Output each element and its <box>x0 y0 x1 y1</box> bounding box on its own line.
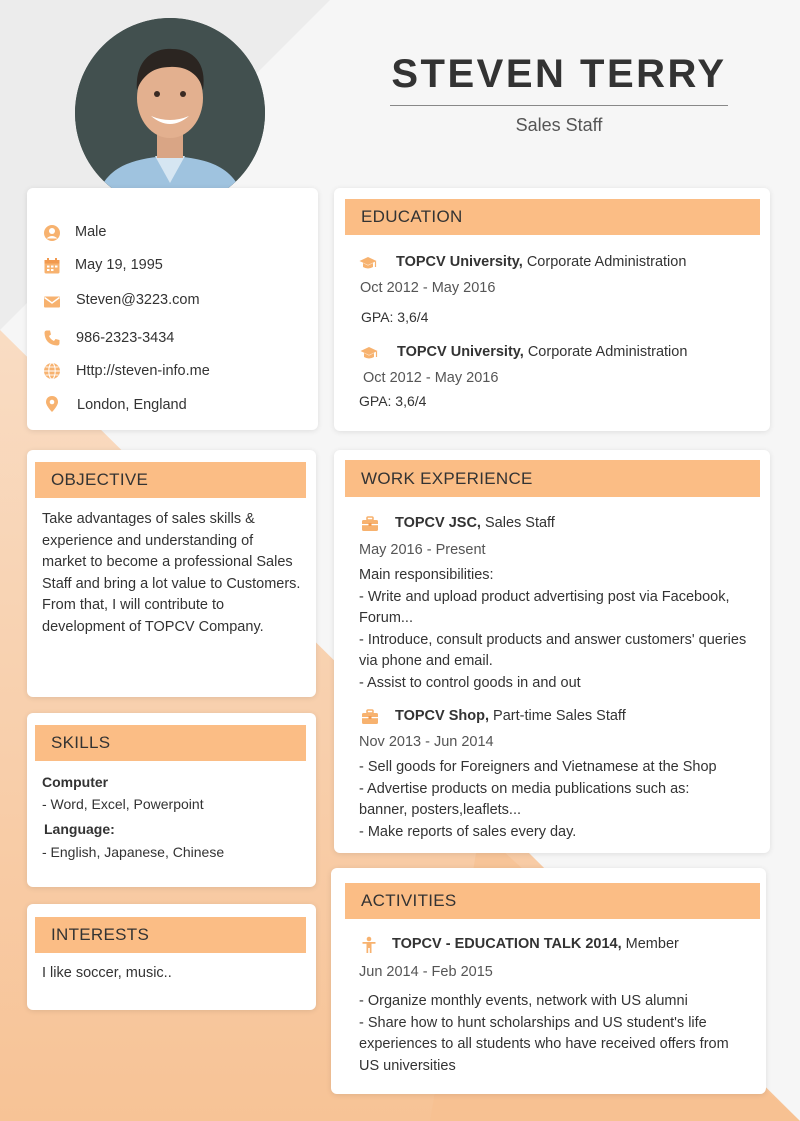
education-gpa: GPA: 3,6/4 <box>361 309 429 325</box>
graduation-cap-icon <box>359 254 377 272</box>
contact-phone[interactable]: 986-2323-3434 <box>76 330 175 346</box>
objective-line: Take advantages of sales skills & <box>42 511 255 527</box>
work-dates: Nov 2013 - Jun 2014 <box>359 734 494 750</box>
skill-value: - Word, Excel, Powerpoint <box>42 796 204 812</box>
work-detail-line: Forum... <box>359 610 413 626</box>
interests-text: I like soccer, music.. <box>42 965 172 981</box>
activity-entry-title <box>392 936 679 952</box>
work-entry-1-title <box>395 515 555 531</box>
activity-detail-line: US universities <box>359 1057 456 1074</box>
work-dates: May 2016 - Present <box>359 542 486 558</box>
activity-detail-line: experiences to all students who have received offers from <box>359 1036 729 1052</box>
education-heading: EDUCATION <box>345 199 760 235</box>
education-entry-1-title <box>396 254 686 270</box>
interests-heading: INTERESTS <box>35 917 306 953</box>
candidate-name: STEVEN TERRY <box>391 52 727 96</box>
objective-line: market to become a professional Sales <box>42 554 293 570</box>
objective-line: experience and understanding of <box>42 532 254 549</box>
education-major: Corporate Administration <box>522 254 687 270</box>
calendar-icon <box>43 257 61 275</box>
skill-label: Computer <box>42 774 109 790</box>
education-major: Corporate Administration <box>523 344 688 360</box>
work-detail-line: via phone and email. <box>359 653 493 669</box>
education-gpa: GPA: 3,6/4 <box>359 393 427 409</box>
education-school: TOPCV University, <box>396 254 523 270</box>
objective-heading: OBJECTIVE <box>35 462 306 498</box>
work-detail-line: - Write and upload product advertising post via Facebook, <box>359 588 730 605</box>
work-experience-heading: WORK EXPERIENCE <box>345 460 760 497</box>
work-detail-line: - Make reports of sales every day. <box>359 823 577 840</box>
candidate-title: Sales Staff <box>515 115 603 135</box>
globe-icon <box>43 362 61 380</box>
activity-event: TOPCV - EDUCATION TALK 2014, <box>392 936 622 952</box>
activity-details <box>359 991 729 1077</box>
contact-website[interactable]: Http://steven-info.me <box>76 363 210 379</box>
work-detail-line: - Assist to control goods in and out <box>359 674 581 691</box>
location-icon <box>43 395 61 413</box>
person-icon <box>360 936 378 954</box>
activity-dates: Jun 2014 - Feb 2015 <box>359 964 493 980</box>
activity-role: Member <box>621 936 679 952</box>
briefcase-icon <box>361 708 379 726</box>
work-detail-line: - Advertise products on media publications such as: <box>359 780 690 797</box>
objective-line: Staff and bring a lot value to Customers. <box>42 575 301 592</box>
work-role: Sales Staff <box>480 515 555 531</box>
skill-label: Language: <box>44 821 115 837</box>
name-divider <box>390 105 728 106</box>
work-company: TOPCV JSC, <box>395 515 481 531</box>
education-dates: Oct 2012 - May 2016 <box>360 280 496 296</box>
work-company: TOPCV Shop, <box>395 708 489 724</box>
education-dates: Oct 2012 - May 2016 <box>363 370 499 386</box>
activities-heading: ACTIVITIES <box>345 883 760 919</box>
objective-text <box>42 509 300 638</box>
work-detail-line: - Introduce, consult products and answer customers' queries <box>359 631 747 648</box>
work-entry-1-details <box>359 565 746 694</box>
skills-heading: SKILLS <box>35 725 306 761</box>
contact-location: London, England <box>77 397 187 413</box>
work-role: Part-time Sales Staff <box>489 708 626 724</box>
graduation-cap-icon <box>360 344 378 362</box>
email-icon <box>43 293 61 311</box>
education-entry-2-title <box>397 344 687 360</box>
work-entry-2-details <box>359 757 717 843</box>
phone-icon <box>43 329 61 347</box>
activity-detail-line: - Share how to hunt scholarships and US student's life <box>359 1014 707 1031</box>
work-detail-line: - Sell goods for Foreigners and Vietnamese at the Shop <box>359 759 717 775</box>
profile-photo <box>75 18 265 208</box>
user-icon <box>43 224 61 242</box>
work-detail-line: Main responsibilities: <box>359 567 494 583</box>
skill-value: - English, Japanese, Chinese <box>42 844 225 860</box>
objective-line: development of TOPCV Company. <box>42 618 264 635</box>
contact-gender: Male <box>75 224 107 240</box>
contact-birthday: May 19, 1995 <box>75 257 163 273</box>
objective-line: From that, I will contribute to <box>42 597 225 613</box>
education-school: TOPCV University, <box>397 344 524 360</box>
activity-detail-line: - Organize monthly events, network with US alumni <box>359 993 688 1009</box>
briefcase-icon <box>361 515 379 533</box>
work-entry-2-title <box>395 708 626 724</box>
work-detail-line: banner, posters,leaflets... <box>359 802 522 818</box>
contact-card <box>27 188 318 430</box>
contact-email[interactable]: Steven@3223.com <box>76 292 200 308</box>
